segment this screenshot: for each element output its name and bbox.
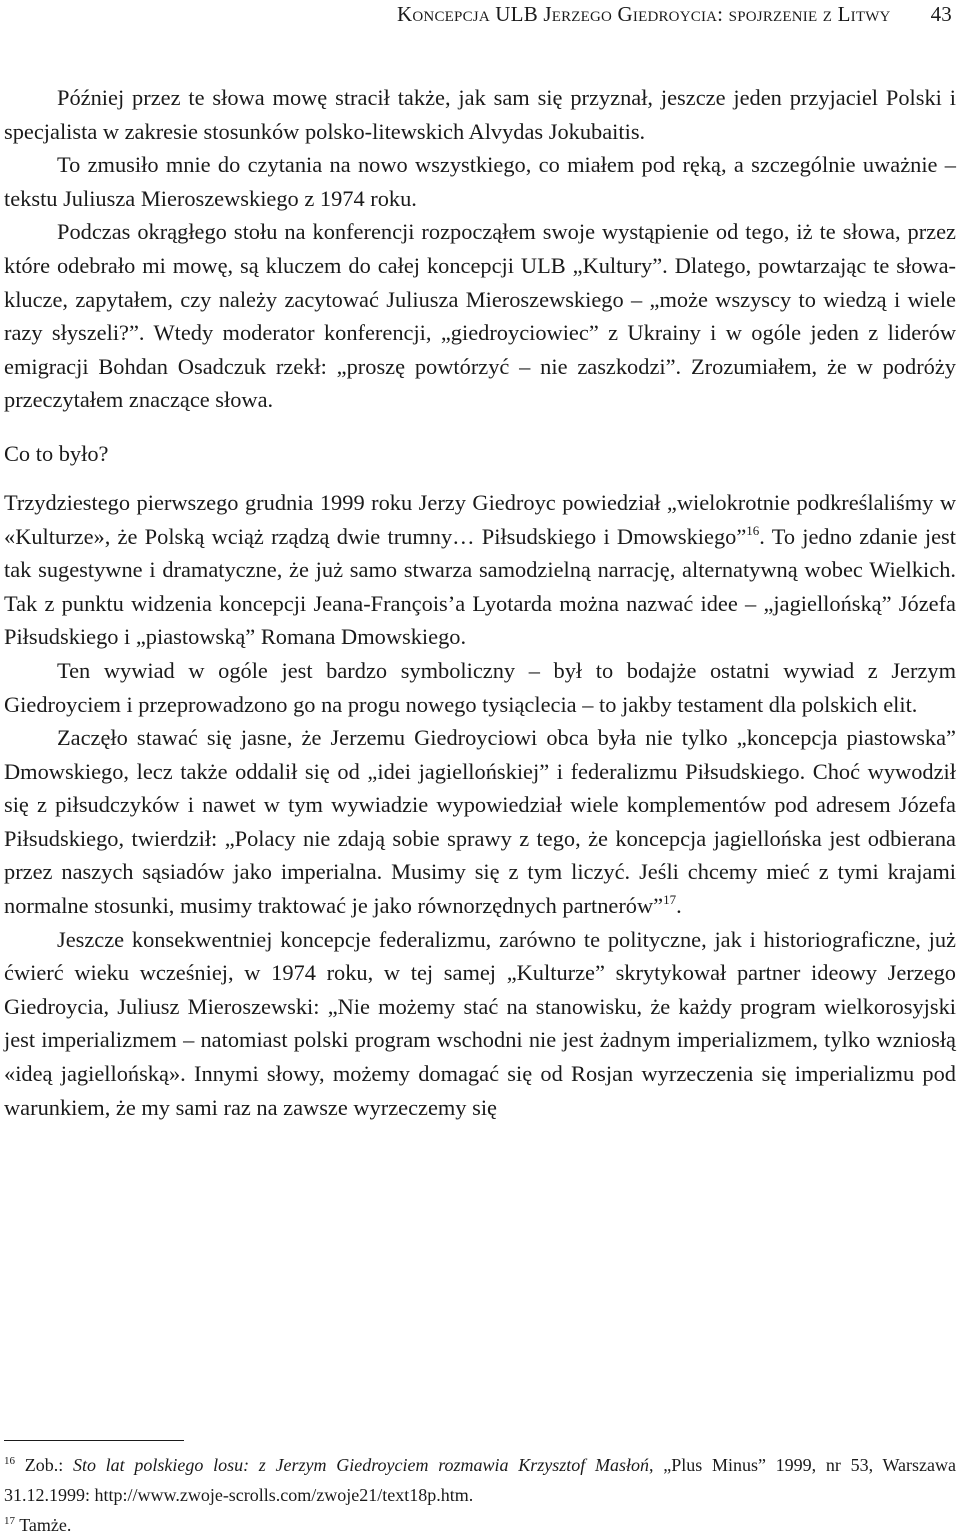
section-heading: Co to było? bbox=[4, 440, 109, 466]
body-text bbox=[4, 81, 956, 1124]
footnote-ref[interactable]: 17 bbox=[663, 892, 677, 908]
footnotes bbox=[4, 1450, 956, 1540]
footnote-lead: Zob.: bbox=[24, 1455, 73, 1475]
page-number: 43 bbox=[930, 2, 952, 26]
paragraph: Później przez te słowa mowę stracił także, jak sam się przyznał, jeszcze jeden przyjaciel Polski i specjalista w zakresie stosunków polsko-litewskich Alvydas Jokubaitis. bbox=[4, 85, 956, 144]
paragraph: Ten wywiad w ogóle jest bardzo symboliczny – był to bodajże ostatni wywiad z Jerzym Giedroyciem i przeprowadzono go na progu nowego tysiąclecia – to jakby testament dla polskich elit. bbox=[4, 657, 956, 717]
footnote-divider bbox=[4, 1440, 184, 1441]
paragraph: To zmusiło mnie do czytania na nowo wszystkiego, co miałem pod ręką, a szczególnie uważnie – tekstu Juliusza Mieroszewskiego z 1974 roku. bbox=[4, 152, 956, 211]
paragraph: Jeszcze konsekwentniej koncepcje federalizmu, zarówno te polityczne, jak i historiograficzne, już ćwierć wieku wcześniej, w 1974 roku, w tej samej „Kulturze” skrytykował partner ideowy Jerzego Giedroycia, Juliusz Mieroszewski: „Nie możemy stać na stanowisku, że każdy program wielkorosyjski jest imperializmem – natomiast polski program wschodni nie jest żadnym imperializmem, tylko wzniosłą «ideą jagiellońską». Innymi słowy, możemy domagać się od Rosjan wyrzeczenia się imperializmu pod warunkiem, że my sami raz na zawsze wyrzeczemy się bbox=[4, 926, 956, 1120]
footnote-ref[interactable]: 16 bbox=[746, 522, 760, 538]
paragraph-text: . To jedno zdanie jest tak sugestywne i dramatyczne, że już samo stwarza samodzielną narrację, alternatywną wobec Wielkich. Tak z punktu widzenia koncepcji Jeana-François’a Lyotarda można nazwać idee – „jagiellońską” Józefa Piłsudskiego i „piastowską” Romana Dmowskiego. bbox=[4, 523, 956, 650]
running-header bbox=[0, 0, 952, 28]
footnote-rest: , „Plus Minus” 1999, nr 53, Warszawa 31.12.1999: http://www.zwoje-scrolls.com/zwoje21/text18p.htm. bbox=[4, 1455, 956, 1505]
paragraph bbox=[4, 721, 956, 923]
footnote-lead: Tamże. bbox=[19, 1515, 72, 1535]
paragraph-text: Zaczęło stawać się jasne, że Jerzemu Giedroyciowi obca była nie tylko „koncepcja piastowska” Dmowskiego, lecz także oddalił się od „idei jagiellońskiej” i federalizmu Piłsudskiego. Choć wywodził się z piłsudczyków i nawet w tym wywiadzie wypowiedział wiele komplementów pod adresem Józefa Piłsudskiego, twierdził: „Polacy nie zdają sobie sprawy z tego, że koncepcja jagiellońska jest odbierana przez naszych sąsiadów jako imperialna. Musimy się z tym liczyć. Jeśli chcemy mieć z tymi krajami normalne stosunki, musimy traktować je jako równorzędnych partnerów” bbox=[4, 725, 956, 919]
footnote-number: 16 bbox=[4, 1455, 15, 1467]
paragraph bbox=[4, 486, 956, 654]
paragraph-text: . bbox=[676, 893, 682, 919]
footnote-source-title: Sto lat polskiego losu: z Jerzym Giedroyciem rozmawia Krzysztof Masłoń bbox=[72, 1455, 650, 1475]
paragraph-text: Trzydziestego pierwszego grudnia 1999 roku Jerzy Giedroyc powiedział „wielokrotnie podkreślaliśmy w «Kulturze», że Polską wciąż rządzą dwie trumny… Piłsudskiego i Dmowskiego” bbox=[4, 489, 956, 549]
running-title: Koncepcja ULB Jerzego Giedroycia: spojrzenie z Litwy bbox=[397, 2, 891, 26]
footnote-number: 17 bbox=[4, 1515, 15, 1527]
footnote bbox=[4, 1450, 956, 1510]
paragraph: Podczas okrągłego stołu na konferencji rozpocząłem swoje wystąpienie od tego, iż te słowa, przez które odebrało mi mowę, są kluczem do całej koncepcji ULB „Kultury”. Dlatego, powtarzając te słowa-klucze, zapytałem, czy należy zacytować Juliusza Mieroszewskiego – „może wszyscy to wiedzą i wiele razy słyszeli?”. Wtedy moderator konferencji, „giedroyciowiec” z Ukrainy i w ogóle jeden z liderów emigracji Bohdan Osadczuk rzekł: „proszę powtórzyć – nie zaszkodzi”. Zrozumiałem, że w podróży przeczytałem znaczące słowa. bbox=[4, 219, 956, 413]
